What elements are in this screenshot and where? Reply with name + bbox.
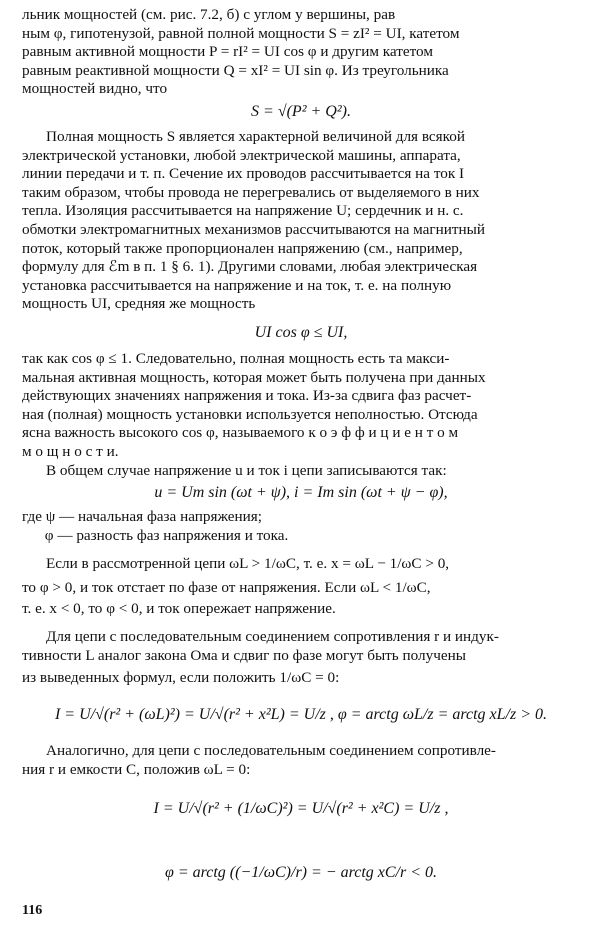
- text-line: ная (полная) мощность установки используется неполностью. Отсюда: [22, 405, 478, 423]
- text-line: ясна важность высокого cos φ, называемого к о э ф ф и ц и е н т о м: [22, 424, 459, 442]
- page-number: 116: [22, 903, 43, 918]
- formula-rc-current: I = U/√(r² + (1/ωC)²) = U/√(r² + x²C) = U/z ,: [153, 800, 449, 817]
- text-line: мальная активная мощность, которая может быть получена при данных: [22, 368, 486, 386]
- text-line: Если в рассмотренной цепи ωL > 1/ωC, т. е. x = ωL − 1/ωC > 0,: [46, 555, 450, 572]
- text-line: равным реактивной мощности Q = xI² = UI sin φ. Из треугольника: [22, 61, 449, 79]
- formula-apparent-power: S = √(P² + Q²).: [251, 103, 351, 120]
- text-line: то φ > 0, и ток отстает по фазе от напряжения. Если ωL < 1/ωC,: [22, 579, 431, 596]
- text-line: обмотки электромагнитных механизмов рассчитываются на магнитный: [22, 220, 485, 238]
- text-line: где ψ — начальная фаза напряжения;: [22, 508, 262, 525]
- paragraph-5: [22, 508, 580, 545]
- text-line: ния r и емкости C, положив ωL = 0:: [22, 760, 251, 778]
- formula-u-i: u = Um sin (ωt + ψ), i = Im sin (ωt + ψ − φ),: [154, 484, 448, 501]
- formula-rc-phase: φ = arctg ((−1/ωC)/r) = − arctg xC/r < 0.: [164, 864, 438, 881]
- text-line: льник мощностей (см. рис. 7.2, б) с углом у вершины, рав: [22, 6, 396, 23]
- formula-power-inequality: UI cos φ ≤ UI,: [254, 324, 348, 341]
- text-line: из выведенных формул, если положить 1/ωC = 0:: [22, 669, 340, 687]
- paragraph-1: [22, 6, 580, 99]
- text-line: т. е. x < 0, то φ < 0, и ток опережает напряжение.: [22, 600, 336, 617]
- text-line: поток, который также пропорционален напряжению (см., например,: [22, 239, 463, 257]
- paragraph-2: [22, 128, 580, 314]
- text-line: ным φ, гипотенузой, равной полной мощности S = zI² = UI, катетом: [22, 24, 460, 42]
- text-line: таким образом, чтобы провода не перегревались от выделяемого в них: [22, 183, 480, 201]
- paragraph-3: [22, 350, 580, 462]
- text-line: тивности L аналог закона Ома и сдвиг по фазе могут быть получены: [22, 646, 466, 664]
- text-line: мощность UI, средняя же мощность: [22, 295, 256, 313]
- text-line: В общем случае напряжение u и ток i цепи записываются так:: [46, 462, 447, 479]
- text-line: так как cos φ ≤ 1. Следовательно, полная мощность есть та макси-: [22, 350, 450, 367]
- text-line: формулу для ℰm в п. 1 § 6. 1). Другими словами, любая электрическая: [22, 258, 478, 276]
- paragraph-7: [22, 628, 580, 691]
- paragraph-6: [22, 552, 580, 619]
- text-line: Полная мощность S является характерной величиной для всякой: [46, 128, 465, 145]
- text-line: φ — разность фаз напряжения и тока.: [22, 526, 289, 544]
- text-line: тепла. Изоляция рассчитывается на напряжение U; сердечник и н. с.: [22, 202, 464, 220]
- text-line: электрической установки, любой электрической машины, аппарата,: [22, 146, 461, 164]
- text-line: мощностей видно, что: [22, 80, 168, 98]
- paragraph-8: [22, 742, 580, 779]
- text-line: Аналогично, для цепи с последовательным соединением сопротивле-: [46, 742, 496, 759]
- formula-rl-circuit: I = U/√(r² + (ωL)²) = U/√(r² + x²L) = U/z , φ = arctg ωL/z = arctg xL/z > 0.: [54, 706, 548, 723]
- text-line: линии передачи и т. п. Сечение их проводов рассчитывается на ток I: [22, 165, 465, 183]
- text-line: равным активной мощности P = rI² = UI cos φ и другим катетом: [22, 43, 433, 61]
- text-line: действующих значениях напряжения и тока. Из-за сдвига фаз расчет-: [22, 387, 472, 405]
- text-line: м о щ н о с т и.: [22, 442, 119, 460]
- paragraph-4: [22, 462, 580, 481]
- text-line: Для цепи с последовательным соединением сопротивления r и индук-: [46, 628, 499, 645]
- text-line: установка рассчитывается на напряжение и на ток, т. е. на полную: [22, 276, 452, 294]
